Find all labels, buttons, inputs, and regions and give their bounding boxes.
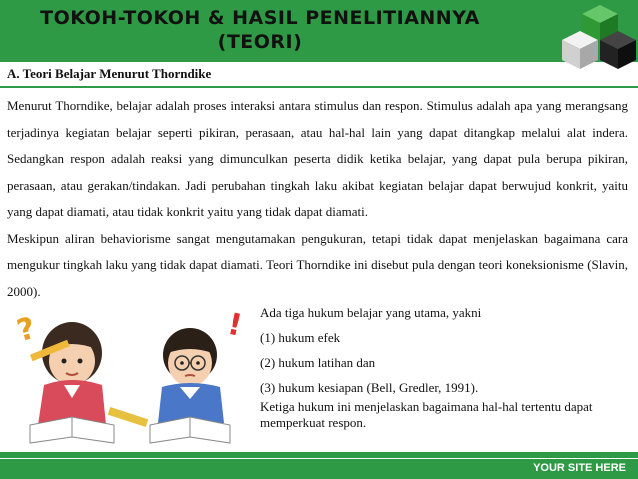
paragraph-1: Menurut Thorndike, belajar adalah proses interaksi antara stimulus dan respon. Stimulus adalah apa yang merangsang terjadinya kegiatan belajar seperti pikiran, perasaan, atau hal-hal lain yang dapat ditangkap melalui alat indera. Sedangkan respon adalah reaksi yang dimunculkan peserta didik ketika belajar, yang dapat pula berupa pikiran, perasaan, atau gerakan/tindakan. Jadi perubahan tingkah laku akibat kegiatan belajar dapat berwujud konkrit, yaitu yang dapat diamati, atau tidak konkrit yaitu yang tidak dapat diamati. [7,98,628,219]
list-item: (2) hukum latihan dan [260,355,376,370]
svg-text:?: ? [13,310,40,350]
site-link[interactable]: YOUR SITE HERE [533,462,626,474]
section-heading: A. Teori Belajar Menurut Thorndike [7,66,212,81]
cubes-logo-icon [542,0,638,76]
laws-list [260,304,600,431]
body-text [7,93,628,299]
children-reading-illustration [10,303,260,448]
list-item: (1) hukum efek [260,330,341,345]
title-line-2: (TEORI) [217,31,303,53]
footer-divider [0,452,638,458]
slide-title [0,6,520,54]
title-line-1: TOKOH-TOKOH & HASIL PENELITIANNYA [40,7,480,29]
list-item: (3) hukum kesiapan (Bell, Gredler, 1991). [260,380,479,395]
list-closing: Ketiga hukum ini menjelaskan bagaimana hal-hal tertentu dapat memperkuat respon. [260,399,593,430]
heading-divider [0,86,638,88]
footer-bar [0,459,638,479]
list-intro: Ada tiga hukum belajar yang utama, yakni [260,305,482,320]
paragraph-2: Meskipun aliran behaviorisme sangat mengutamakan pengukuran, tetapi tidak dapat menjelaskan bagaimana cara mengukur tingkah laku yang tidak dapat diamati. Teori Thorndike ini disebut pula dengan teori koneksionisme (Slavin, 2000). [7,230,628,299]
svg-text:!: ! [224,306,246,344]
